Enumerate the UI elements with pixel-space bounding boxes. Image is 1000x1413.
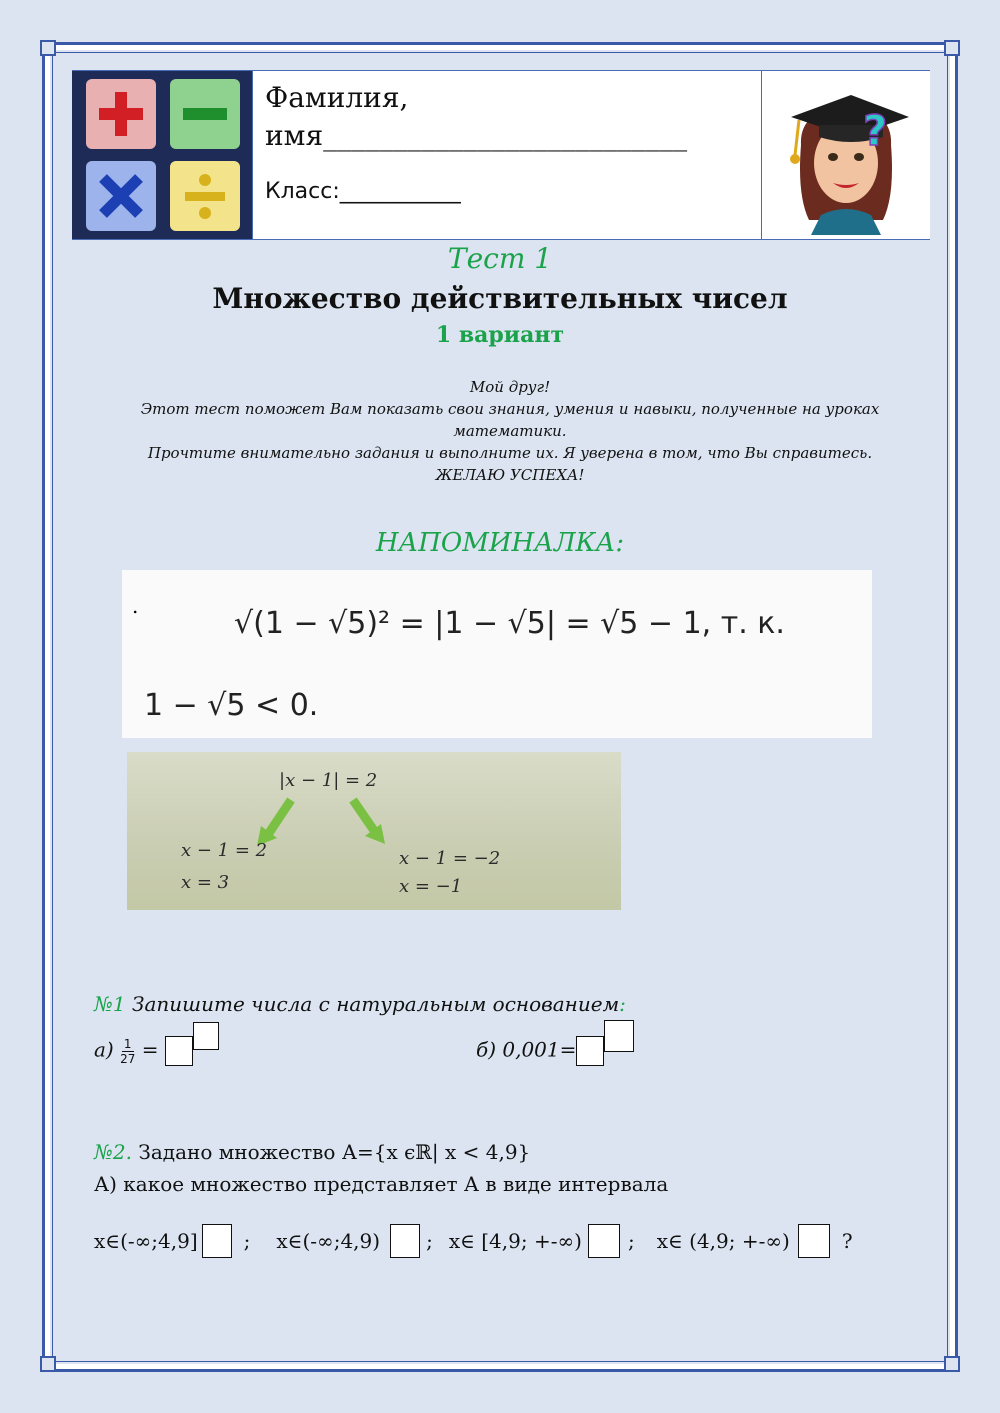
option-3-label: х∈ [4,9; +-∞) xyxy=(448,1229,582,1253)
worksheet-page xyxy=(70,70,930,1342)
separator: ; xyxy=(243,1229,251,1253)
option-4-label: х∈ (4,9; +-∞) xyxy=(656,1229,790,1253)
task-2-heading xyxy=(94,1140,530,1164)
equals-sign: = xyxy=(141,1037,159,1062)
option-2-label: х∈(-∞;4,9) xyxy=(276,1229,381,1253)
teacher-avatar xyxy=(762,71,930,239)
exponent-answer-box[interactable] xyxy=(604,1020,634,1052)
math-operations-logo xyxy=(72,71,252,239)
reminder-heading: НАПОМИНАЛКА: xyxy=(375,528,625,558)
option-3-checkbox[interactable] xyxy=(588,1224,620,1258)
avatar-icon xyxy=(771,75,921,235)
corner-ornament xyxy=(40,1356,56,1372)
minus-icon xyxy=(170,79,240,149)
option-4-checkbox[interactable] xyxy=(798,1224,830,1258)
separator: ; xyxy=(426,1229,433,1253)
formula-image xyxy=(122,570,872,738)
option-2-checkbox[interactable] xyxy=(390,1224,420,1258)
exponent-answer-box[interactable] xyxy=(193,1022,219,1050)
task-1-a-label: а) xyxy=(94,1037,114,1062)
page-title: Множество действительных чисел xyxy=(212,282,788,315)
bullet-dot: . xyxy=(132,594,139,618)
intro-greeting: Мой друг! xyxy=(469,378,551,396)
task-1-number: №1 xyxy=(94,992,126,1016)
equation-diagram xyxy=(127,752,621,910)
fraction-denominator: 27 xyxy=(120,1051,136,1066)
question-mark: ? xyxy=(841,1229,853,1253)
student-name-cell[interactable] xyxy=(252,71,762,239)
corner-ornament xyxy=(40,40,56,56)
test-number: Тест 1 xyxy=(447,242,553,275)
svg-text:?: ? xyxy=(863,106,888,155)
corner-ornament xyxy=(944,1356,960,1372)
task-2-question: А) какое множество представляет А в виде интервала xyxy=(94,1172,669,1196)
task-1-text: Запишите числа с натуральным основанием xyxy=(132,992,620,1016)
fraction-numerator: 1 xyxy=(123,1036,132,1051)
task-2-number: №2. xyxy=(94,1140,133,1164)
intro-text xyxy=(130,376,890,486)
header-table xyxy=(72,70,930,240)
intro-line: Прочтите внимательно задания и выполните их. Я уверена в том, что Вы справитесь. xyxy=(147,444,873,462)
task-1-b-label: б) 0,001= xyxy=(476,1037,577,1062)
fraction xyxy=(120,1037,135,1066)
formula-line-1: √(1 − √5)² = |1 − √5| = √5 − 1, т. к. xyxy=(234,606,785,641)
formula-line-2: 1 − √5 < 0. xyxy=(144,688,319,723)
equation-main: |x − 1| = 2 xyxy=(279,770,378,791)
task-2-options xyxy=(94,1224,853,1258)
task-1-a xyxy=(94,1036,219,1066)
class-label: Класс:___________ xyxy=(265,179,461,204)
divide-icon xyxy=(170,161,240,231)
separator: ; xyxy=(627,1229,635,1253)
corner-ornament xyxy=(944,40,960,56)
task-2-text: Задано множество А={х ϵℝ| х < 4,9} xyxy=(138,1140,531,1164)
intro-wish: ЖЕЛАЮ УСПЕХА! xyxy=(435,466,585,484)
multiply-icon xyxy=(86,161,156,231)
base-answer-box[interactable] xyxy=(576,1036,604,1066)
task-1-colon: : xyxy=(619,992,626,1016)
arrow-icon xyxy=(247,796,397,856)
surname-label: Фамилия, xyxy=(265,81,409,114)
option-1-label: х∈(-∞;4,9] xyxy=(94,1229,198,1253)
equation-right-step: x − 1 = −2 xyxy=(399,848,501,869)
plus-icon xyxy=(86,79,156,149)
option-1-checkbox[interactable] xyxy=(202,1224,232,1258)
task-1-heading xyxy=(94,992,626,1016)
task-1-b xyxy=(476,1036,634,1066)
base-answer-box[interactable] xyxy=(165,1036,193,1066)
equation-left-step: x − 1 = 2 xyxy=(181,840,268,861)
equation-left-result: x = 3 xyxy=(181,872,230,893)
equation-right-result: x = −1 xyxy=(399,876,463,897)
name-label: имя__________________________ xyxy=(265,119,688,152)
variant-label: 1 вариант xyxy=(435,322,565,348)
intro-line: Этот тест поможет Вам показать свои знания, умения и навыки, полученные на уроках математики. xyxy=(140,400,880,440)
